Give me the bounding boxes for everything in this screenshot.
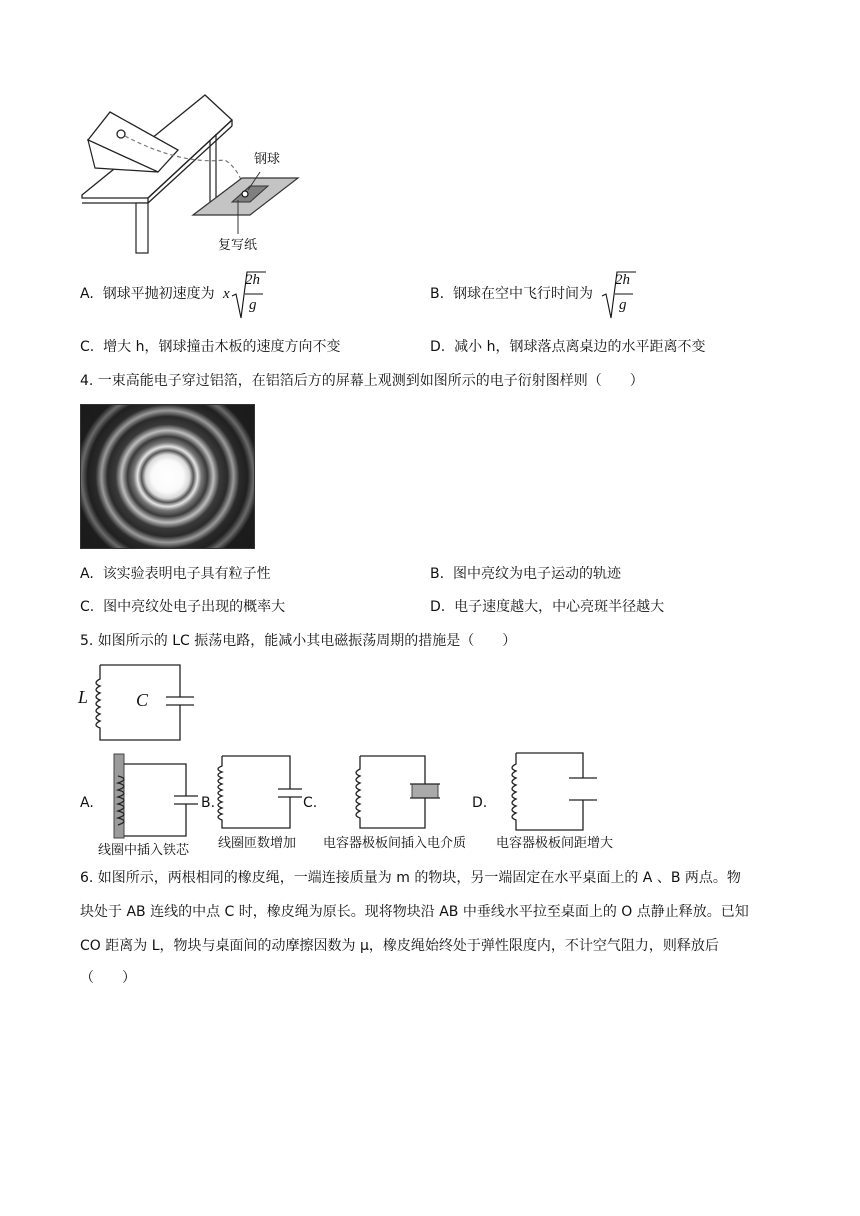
paper-label: 复写纸 bbox=[218, 238, 258, 253]
option-letter: A. bbox=[80, 566, 94, 582]
var-x: x bbox=[223, 286, 230, 302]
option-text: 图中亮纹为电子运动的轨迹 bbox=[452, 566, 621, 582]
q4-stem: 4. 一束高能电子穿过铝箔，在铝箔后方的屏幕上观测到如图所示的电子衍射图样则（ ） bbox=[80, 373, 644, 389]
option-letter: C. bbox=[80, 339, 95, 355]
q5-option-d-caption: 电容器极板间距增大 bbox=[496, 836, 614, 851]
q5-stem: 5. 如图所示的 LC 振荡电路，能减小其电磁振荡周期的措施是（ ） bbox=[80, 633, 517, 649]
option-letter: A. bbox=[80, 286, 94, 302]
q5-option-c-letter: C. bbox=[303, 795, 318, 811]
option-letter: D. bbox=[430, 599, 446, 615]
frac-num-b: 2h bbox=[615, 272, 630, 288]
q6-line-2: 块处于 AB 连线的中点 C 时，橡皮绳为原长。现将物块沿 AB 中垂线水平拉至桌面上的 O 点静止释放。已知 bbox=[80, 904, 749, 920]
frac-den-a: g bbox=[249, 297, 257, 313]
option-text: 钢球平抛初速度为 bbox=[102, 286, 215, 302]
frac-num-a: 2h bbox=[245, 272, 260, 288]
label-L: L bbox=[78, 687, 89, 707]
option-text: 电子速度越大，中心亮斑半径越大 bbox=[454, 599, 665, 615]
q5-option-a-letter: A. bbox=[80, 795, 94, 811]
q5-option-a-caption: 线圈中插入铁芯 bbox=[98, 843, 190, 858]
q5-option-c-caption: 电容器极板间插入电介质 bbox=[323, 836, 467, 851]
option-letter: B. bbox=[430, 566, 445, 582]
ball-label: 钢球 bbox=[254, 152, 281, 167]
option-text: 图中亮纹处电子出现的概率大 bbox=[103, 599, 286, 615]
q5-option-b-letter: B. bbox=[201, 795, 216, 811]
q6-line-4: （ ） bbox=[80, 970, 136, 986]
option-letter: D. bbox=[430, 339, 446, 355]
option-text: 钢球在空中飞行时间为 bbox=[452, 286, 593, 302]
q6-line-1: 6. 如图所示，两根相同的橡皮绳，一端连接质量为 m 的物块，另一端固定在水平桌面上的 A 、B 两点。物 bbox=[80, 870, 741, 886]
option-letter: B. bbox=[430, 286, 445, 302]
option-text: 该实验表明电子具有粒子性 bbox=[102, 566, 271, 582]
option-text: 减小 h，钢球落点离桌边的水平距离不变 bbox=[454, 339, 706, 355]
option-letter: C. bbox=[80, 599, 95, 615]
option-text: 增大 h，钢球撞击木板的速度方向不变 bbox=[103, 339, 341, 355]
q5-option-d-letter: D. bbox=[472, 795, 488, 811]
frac-den-b: g bbox=[619, 297, 627, 313]
q5-option-b-caption: 线圈匝数增加 bbox=[218, 836, 297, 851]
label-C: C bbox=[136, 690, 149, 710]
q6-line-3: CO 距离为 L，物块与桌面间的动摩擦因数为 μ，橡皮绳始终处于弹性限度内，不计空气阻力，则释放后 bbox=[80, 938, 719, 954]
